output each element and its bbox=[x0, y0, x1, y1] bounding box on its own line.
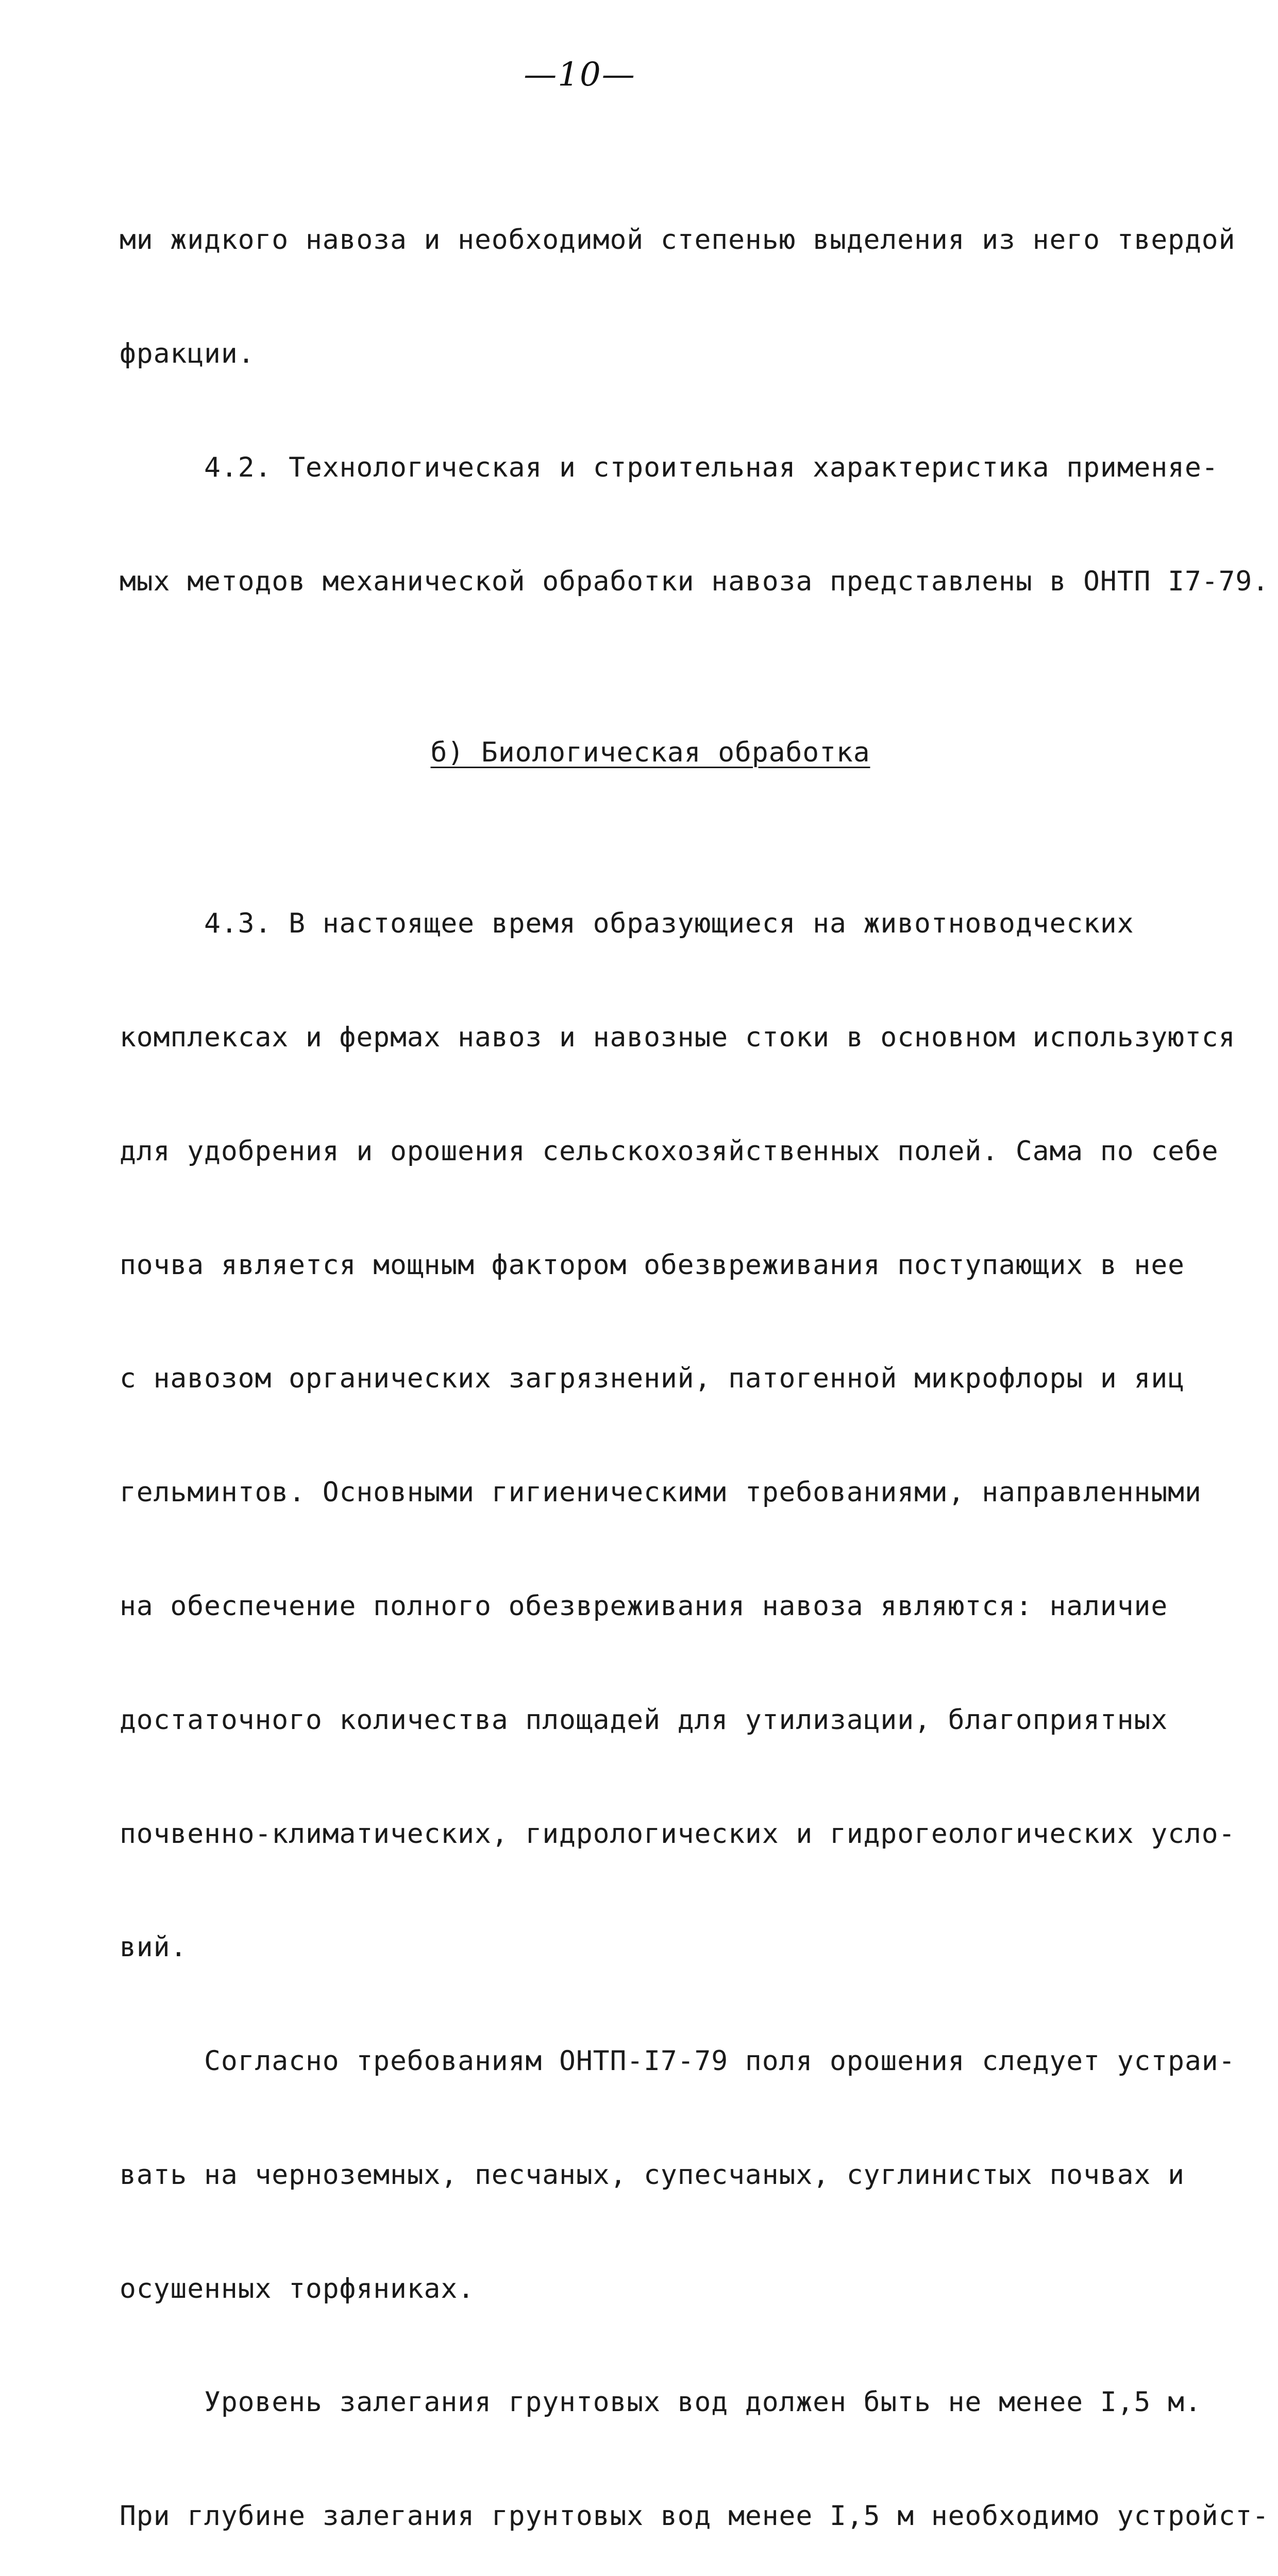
text-line: гельминтов. Основными гигиеническими требованиями, направленными bbox=[120, 1477, 1202, 1509]
text-line: При глубине залегания грунтовых вод менее I,5 м необходимо устройст- bbox=[120, 2500, 1269, 2532]
text-line: ми жидкого навоза и необходимой степенью выделения из него твердой bbox=[120, 224, 1236, 256]
text-line: вать на черноземных, песчаных, супесчаных, суглинистых почвах и bbox=[120, 2159, 1185, 2191]
text-line: достаточного количества площадей для утилизации, благоприятных bbox=[120, 1704, 1168, 1736]
text-line: почва является мощным фактором обезвреживания поступающих в нее bbox=[120, 1249, 1185, 1281]
text-line: комплексах и фермах навоз и навозные стоки в основном используются bbox=[120, 1022, 1236, 1054]
text-line: 4.2. Технологическая и строительная характеристика применяе- bbox=[120, 451, 1219, 483]
text-line: почвенно-климатических, гидрологических и гидрогеологических усло- bbox=[120, 1818, 1236, 1850]
text-line: с навозом органических загрязнений, патогенной микрофлоры и яиц bbox=[120, 1363, 1185, 1395]
body-text bbox=[120, 145, 1269, 2576]
page-number: —10— bbox=[524, 56, 636, 94]
section-heading: б) Биологическая обработка bbox=[430, 736, 870, 768]
text-line: осушенных торфяниках. bbox=[120, 2273, 475, 2304]
text-line: фракции. bbox=[120, 337, 255, 369]
text-line: на обеспечение полного обезвреживания навоза являются: наличие bbox=[120, 1590, 1168, 1622]
text-line: 4.3. В настоящее время образующиеся на животноводческих bbox=[120, 908, 1134, 940]
text-line: мых методов механической обработки навоза представлены в ОНТП I7-79. bbox=[120, 565, 1269, 597]
text-line: Согласно требованиям ОНТП-I7-79 поля орошения следует устраи- bbox=[120, 2045, 1236, 2077]
text-line: для удобрения и орошения сельскохозяйственных полей. Сама по себе bbox=[120, 1135, 1219, 1167]
text-line: вий. bbox=[120, 1931, 188, 1963]
text-line: Уровень залегания грунтовых вод должен быть не менее I,5 м. bbox=[120, 2386, 1202, 2418]
